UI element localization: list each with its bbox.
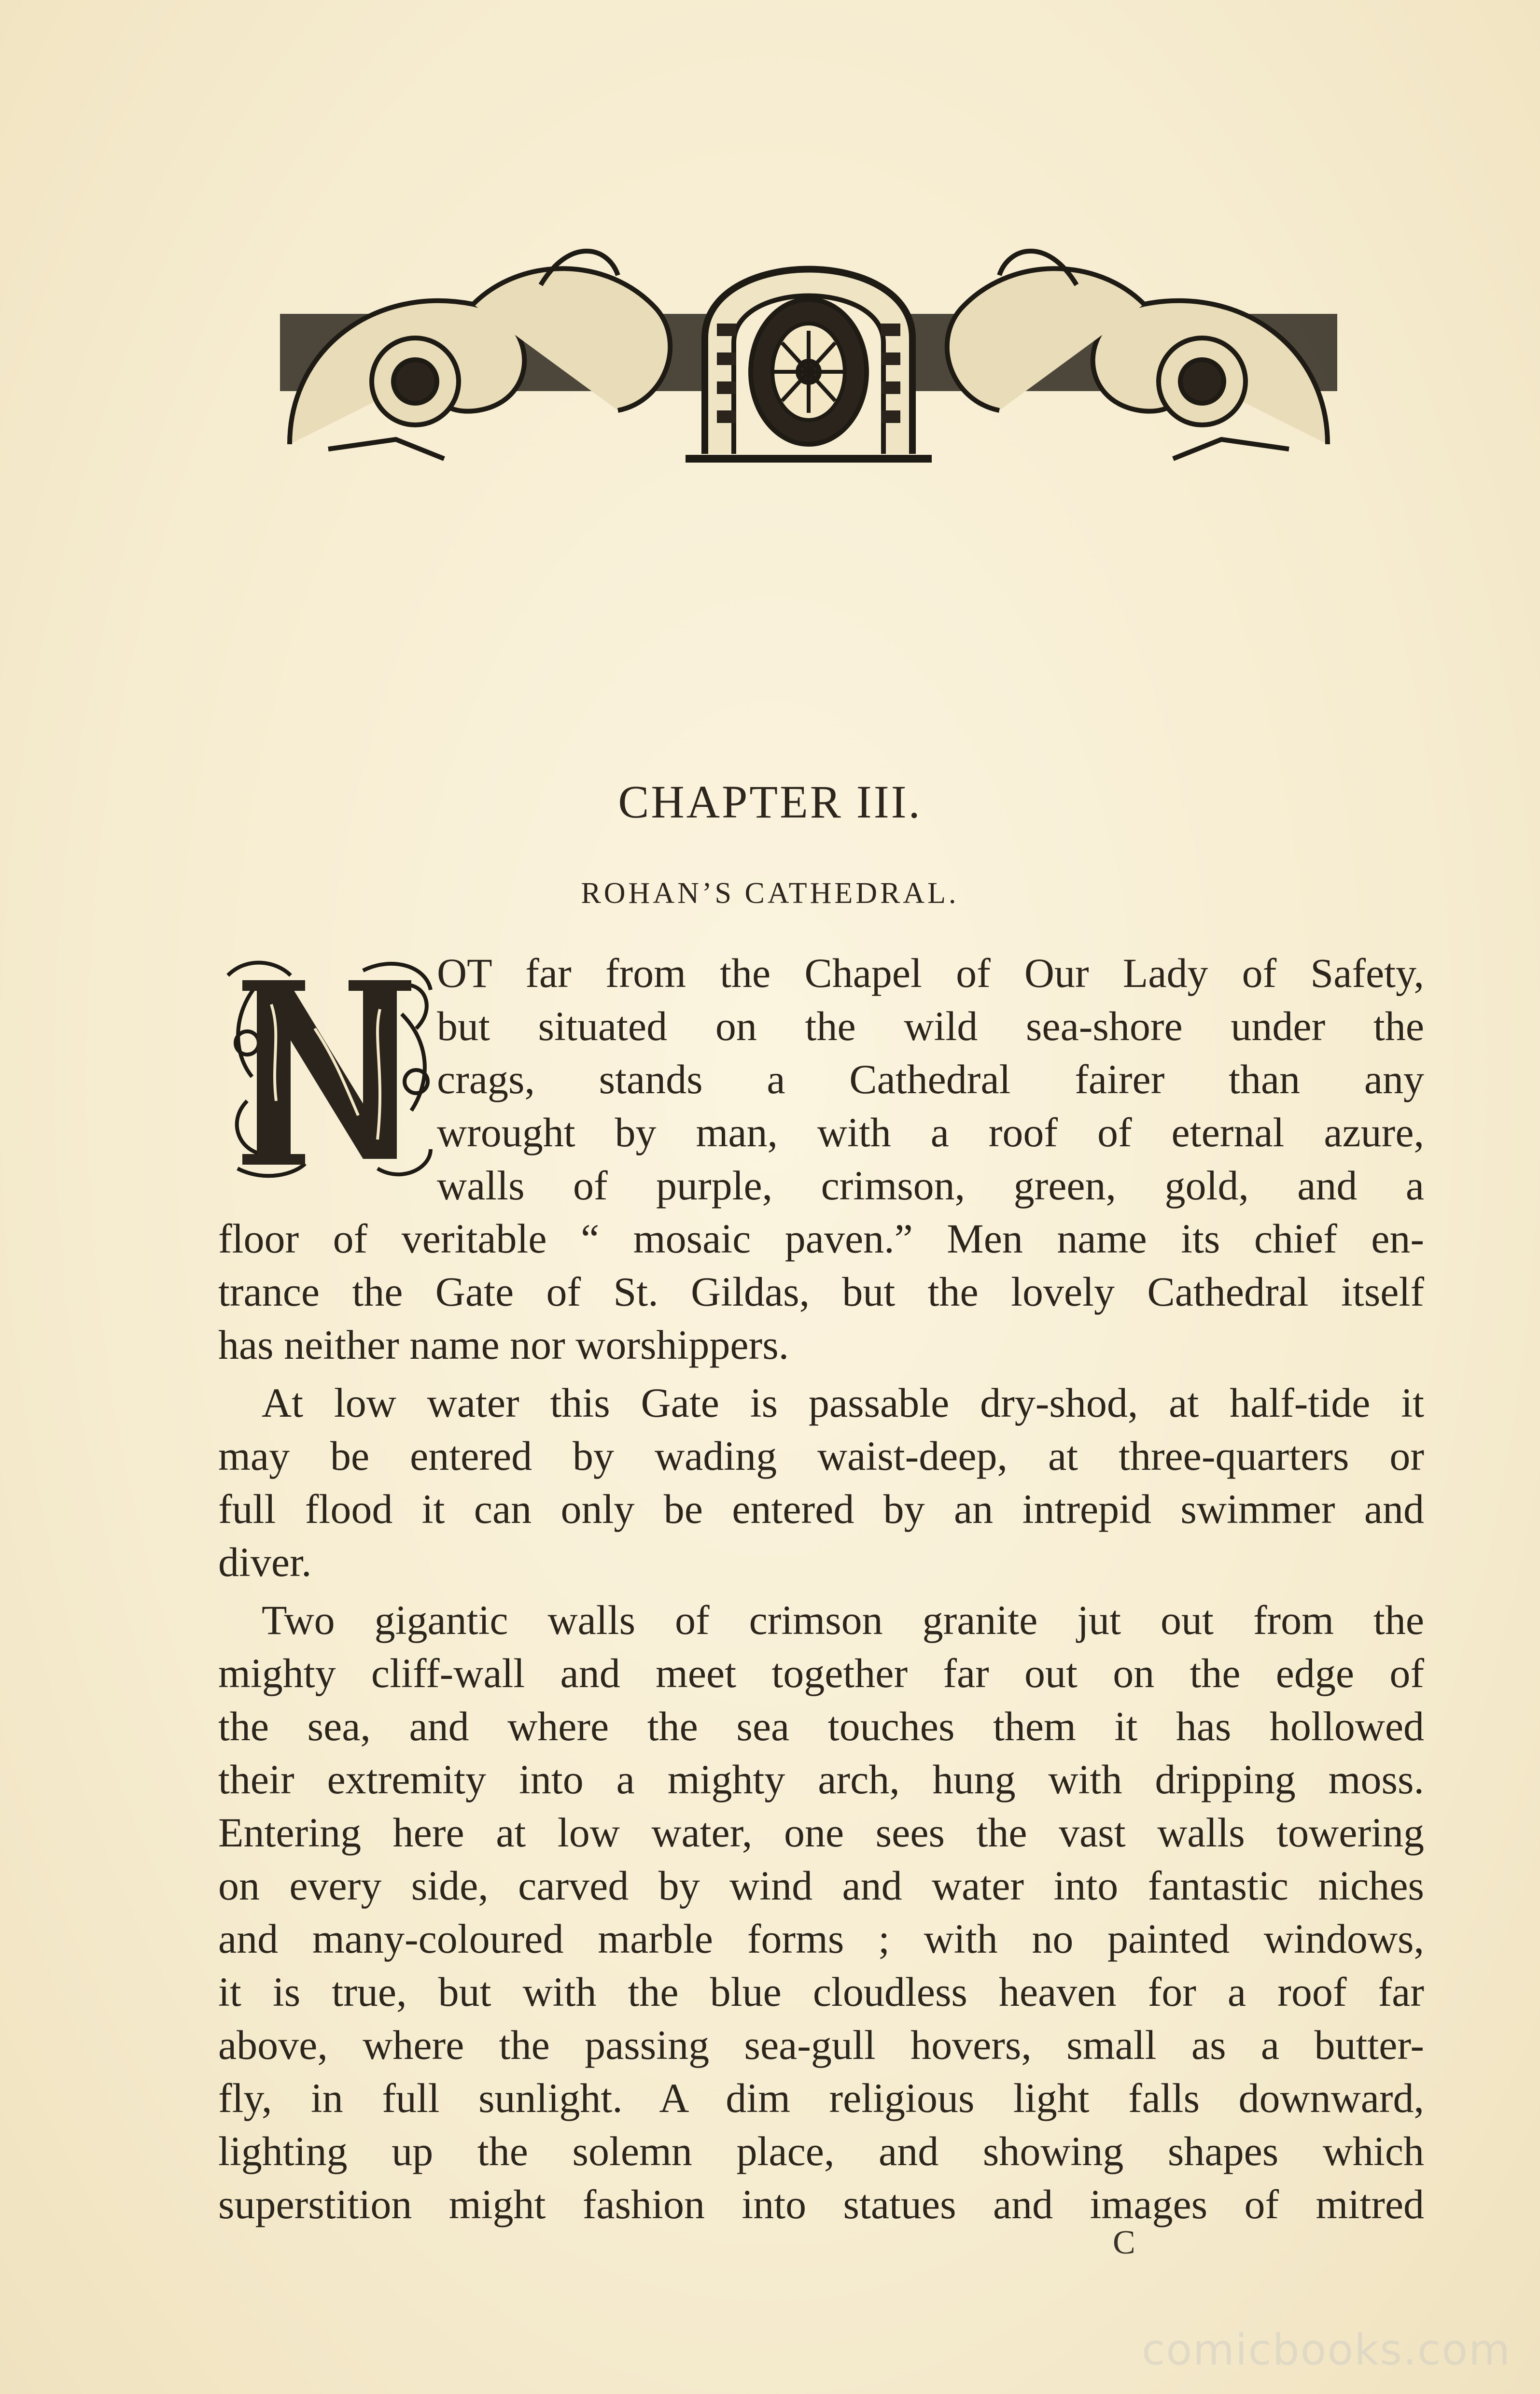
chapter-title: CHAPTER III.	[618, 776, 922, 828]
signature-mark: C	[1113, 2224, 1135, 2261]
paragraph-line: At low water this Gate is passable dry-shod, at half-tide it	[262, 1380, 1424, 1426]
paragraph-line: Two gigantic walls of crimson granite jut out from the	[262, 1597, 1424, 1643]
paragraph-line: diver.	[218, 1539, 312, 1585]
paragraph-line: mighty cliff-wall and meet together far out on the edge of	[218, 1650, 1424, 1696]
paragraph-line: trance the Gate of St. Gildas, but the lovely Cathedral itself	[218, 1268, 1424, 1315]
paragraph-line: the sea, and where the sea touches them it has hollowed	[218, 1703, 1424, 1749]
paragraph-line: and many-coloured marble forms ; with no painted windows,	[218, 1915, 1424, 1962]
paragraph-line: OT far from the Chapel of Our Lady of Safety,	[437, 950, 1424, 996]
paragraph-line: wrought by man, with a roof of eternal azure,	[437, 1109, 1424, 1155]
paragraph-line: crags, stands a Cathedral fairer than any	[437, 1056, 1424, 1102]
paragraph-line: on every side, carved by wind and water into fantastic niches	[218, 1862, 1424, 1909]
paragraph-line: lighting up the solemn place, and showing shapes which	[218, 2128, 1424, 2174]
paragraph-line: floor of veritable “ mosaic paven.” Men name its chief en-	[218, 1215, 1424, 1262]
paragraph-line: has neither name nor worshippers.	[218, 1322, 789, 1368]
dropcap-ornament	[218, 956, 440, 1183]
chapter-subtitle: ROHAN’S CATHEDRAL.	[581, 877, 959, 910]
paragraph-line: walls of purple, crimson, green, gold, and a	[437, 1162, 1424, 1209]
paragraph-line: full flood it can only be entered by an intrepid swimmer and	[218, 1486, 1424, 1532]
paragraph-line: above, where the passing sea-gull hovers, small as a butter-	[218, 2022, 1424, 2068]
paragraph-line: Entering here at low water, one sees the vast walls towering	[218, 1809, 1424, 1856]
watermark: comicbooks.com	[1141, 2325, 1511, 2375]
paragraph-line: may be entered by wading waist-deep, at three-quarters or	[218, 1433, 1424, 1479]
ornamental-headpiece	[270, 227, 1347, 478]
paragraph-line: it is true, but with the blue cloudless heaven for a roof far	[218, 1969, 1424, 2015]
paragraph-line: superstition might fashion into statues and images of mitred	[218, 2181, 1424, 2227]
paragraph-line: fly, in full sunlight. A dim religious light falls downward,	[218, 2075, 1424, 2121]
paragraph-line: their extremity into a mighty arch, hung with dripping moss.	[218, 1756, 1424, 1803]
paragraph-line: but situated on the wild sea-shore under the	[437, 1003, 1424, 1049]
